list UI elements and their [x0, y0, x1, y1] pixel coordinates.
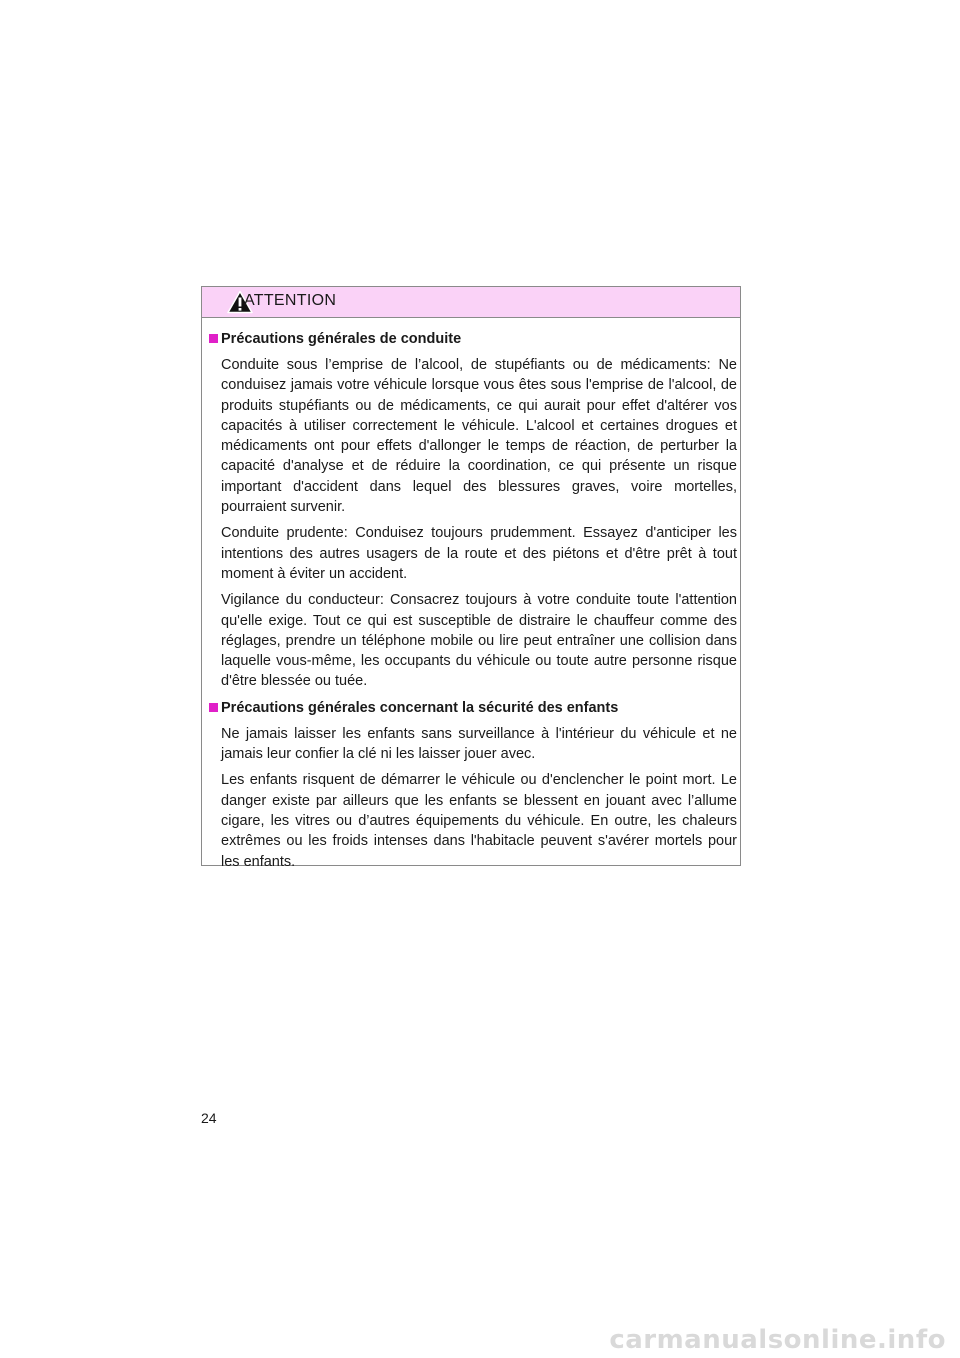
paragraph-children-unattended: Ne jamais laisser les enfants sans surveillance à l'intérieur du véhicule et ne jamais leur confier la clé ni les laisser jouer avec.	[221, 725, 737, 763]
paragraph-driver-vigilance: Vigilance du conducteur: Consacrez toujours à votre conduite toute l'attention qu'elle exige. Tout ce qui est susceptible de distraire le chauffeur comme des réglages, prendre un téléphone mobile ou lire peut entraîner une collision dans laquelle vous-même, les occupants du véhicule ou toute autre personne risque d'être blessée ou tuée.	[221, 592, 737, 690]
section-bullet-icon	[209, 703, 218, 712]
caution-title: ATTENTION	[244, 292, 337, 309]
caution-box	[201, 286, 741, 870]
section-heading-text: Précautions générales concernant la sécurité des enfants	[221, 699, 619, 716]
paragraph-prudent-driving: Conduite prudente: Conduisez toujours prudemment. Essayez d'anticiper les intentions des autres usagers de la route et des piétons et d'être prêt à tout moment à éviter un accident.	[221, 525, 737, 582]
caution-header	[202, 287, 740, 318]
paragraph-alcohol: Conduite sous l’emprise de l’alcool, de stupéfiants ou de médicaments: Ne conduisez jamais votre véhicule lorsque vous êtes sous l'emprise de l'alcool, de produits stupéfiants ou de médicaments, ce qui aurait pour effet d'altérer vos capacités à utiliser correctement le véhicule. L'alcool et certaines drogues et médicaments ont pour effets d'allonger le temps de réaction, de perturber la capacité d'analyse et de réduire la coordination, ce qui présente un risque important d'accident dans lequel des blessures graves, voire mortelles, pourraient survenir.	[221, 357, 737, 516]
section-heading-child-safety	[202, 698, 740, 718]
section-heading-text: Précautions générales de conduite	[221, 331, 462, 347]
watermark: carmanualsonline.info	[609, 1325, 946, 1355]
page-number: 24	[201, 1110, 217, 1126]
section-bullet-icon	[209, 334, 218, 343]
paragraph-children-dangers: Les enfants risquent de démarrer le véhicule ou d'enclencher le point mort. Le danger existe par ailleurs que les enfants se blessent en jouant avec l’allume cigare, les vitres ou d’autres équipements du véhicule. En outre, les chaleurs extrêmes ou les froids intenses dans l'habitacle peuvent s'avérer mortels pour les enfants.	[221, 772, 737, 870]
section-heading-driving	[202, 329, 740, 349]
caution-body	[202, 318, 740, 872]
